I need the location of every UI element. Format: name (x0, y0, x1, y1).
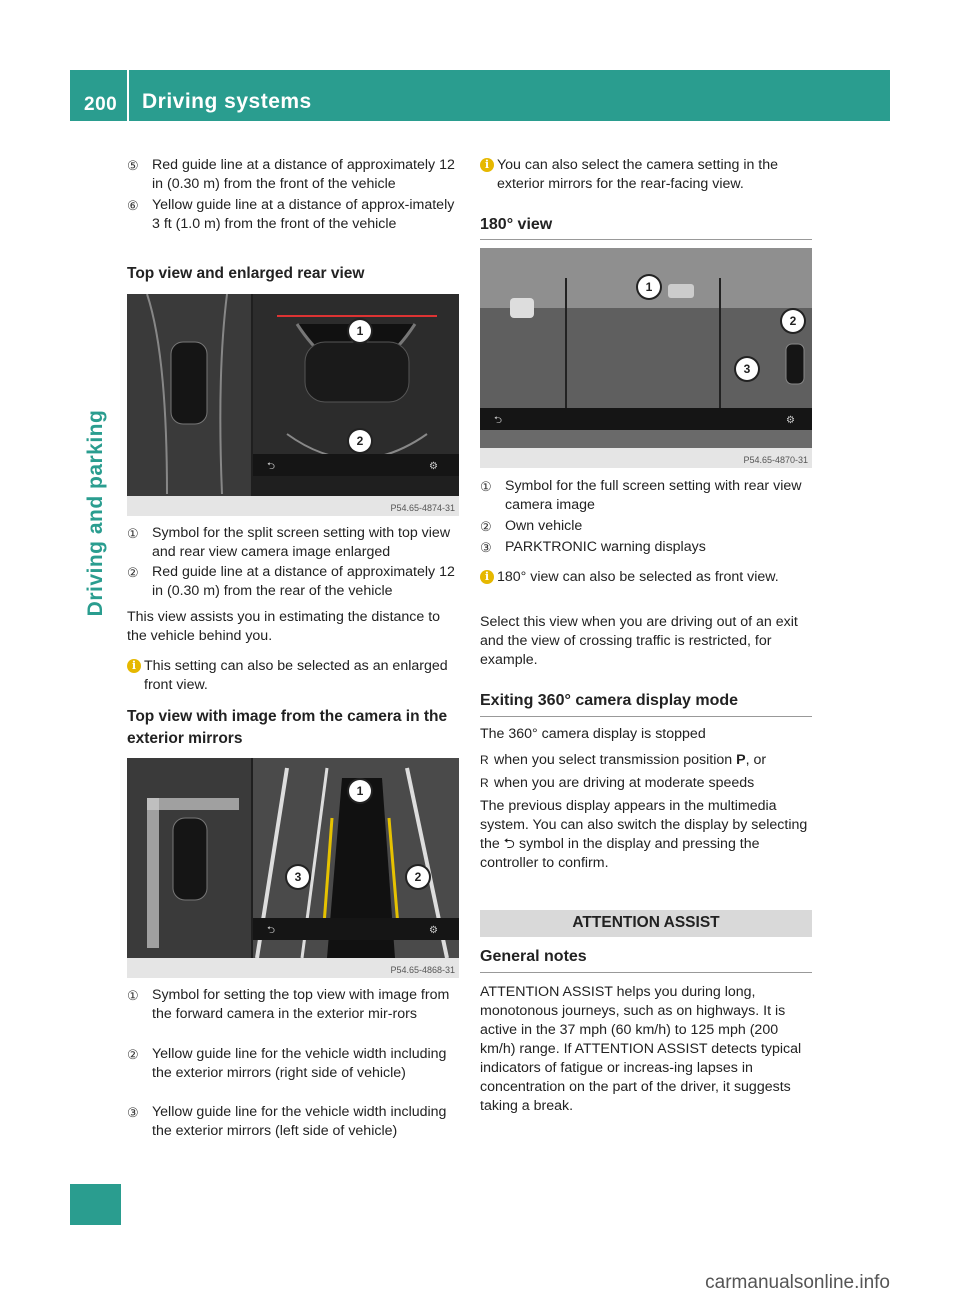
item-number: ⑥ (127, 198, 139, 213)
list-item (127, 563, 461, 601)
bullet-item (480, 774, 812, 793)
paragraph-select: Select this view when you are driving out of an exit and the view of crossing traffic is restricted, for example. (480, 614, 798, 668)
figure-mirrors (127, 758, 459, 978)
heading-rule (480, 239, 812, 240)
section-band (480, 910, 812, 937)
item-text: Yellow guide line for the vehicle width including the exterior mirrors (left side of vehicle) (152, 1104, 447, 1139)
callout-1: 1 (638, 276, 660, 298)
heading-180-view: 180° view (480, 216, 553, 233)
side-tab (70, 133, 121, 1225)
item-text: Symbol for the split screen setting with top view and rear view camera image enlarged (152, 525, 451, 560)
item-text: Symbol for the full screen setting with rear view camera image (505, 478, 802, 513)
item-number: ① (480, 479, 492, 494)
item-number: ③ (480, 540, 492, 555)
side-tab-label: Driving and parking (83, 409, 107, 617)
item-text: Red guide line at a distance of approximately 12 in (0.30 m) from the rear of the vehicle (152, 564, 455, 599)
callout-2: 2 (407, 866, 429, 888)
page-header (70, 70, 890, 121)
bullet-marker: R (480, 753, 489, 767)
callout-1: 1 (349, 780, 371, 802)
figure-code: P54.65-4868-31 (390, 965, 455, 975)
callout-3: 3 (736, 358, 758, 380)
item-text: Yellow guide line for the vehicle width including the exterior mirrors (right side of vehicle) (152, 1046, 447, 1081)
callout-2: 2 (349, 430, 371, 452)
paragraph-stopped: The 360° camera display is stopped (480, 726, 706, 742)
figure-caption-bar (480, 448, 812, 468)
bullet-text: when you select transmission position (494, 752, 737, 768)
header-divider (127, 70, 129, 121)
list-item (127, 986, 461, 1024)
item-number: ⑤ (127, 158, 139, 173)
callout-2: 2 (782, 310, 804, 332)
page-number: 200 (84, 94, 118, 115)
svg-text:⚙: ⚙ (429, 925, 438, 936)
bullet-bold: P (736, 752, 746, 768)
svg-text:⮌: ⮌ (267, 925, 276, 936)
paragraph-previous: The previous display appears in the multimedia system. You can also switch the display by selecting the ⮌ symbol in the display and pressing the controller to confirm. (480, 798, 808, 871)
bullet-item (480, 751, 812, 770)
list-item (127, 196, 461, 234)
heading-rule (480, 972, 812, 973)
item-text: Red guide line at a distance of approximately 12 in (0.30 m) from the front of the vehicle (152, 157, 455, 192)
figure-code: P54.65-4874-31 (390, 503, 455, 513)
paragraph-attention: ATTENTION ASSIST helps you during long, monotonous journeys, such as on highways. It is active in the 37 mph (60 km/h) to 125 mph (200 km/h) range. If ATTENTION ASSIST detects typical indicators of fatigue or increas-ing lapses in concentration on the part of the driver, it suggests taking a break. (480, 984, 802, 1114)
bullet-text: when you are driving at moderate speeds (494, 775, 755, 791)
heading-mirrors: Top view with image from the camera in the exterior mirrors (127, 708, 448, 747)
item-number: ① (127, 988, 139, 1003)
list-item (127, 524, 461, 562)
item-number: ② (127, 1047, 139, 1062)
heading-top-view: Top view and enlarged rear view (127, 265, 365, 282)
side-tab-block (70, 1184, 121, 1225)
figure-caption-bar (127, 958, 459, 978)
watermark: carmanualsonline.info (705, 1272, 890, 1293)
section-title: Driving systems (142, 90, 312, 113)
svg-text:⚙: ⚙ (429, 461, 438, 472)
item-text: Symbol for setting the top view with image from the forward camera in the exterior mir-rors (152, 987, 450, 1022)
heading-general-notes: General notes (480, 948, 587, 965)
callout-1: 1 (349, 320, 371, 342)
heading-rule (480, 716, 812, 717)
svg-text:⮌: ⮌ (267, 461, 276, 472)
figure-caption-bar (127, 496, 459, 516)
info-text-rear: You can also select the camera setting in the exterior mirrors for the rear-facing view. (497, 157, 779, 192)
item-text: PARKTRONIC warning displays (505, 539, 706, 555)
item-text: Yellow guide line at a distance of approx-imately 3 ft (1.0 m) from the front of the vehicle (152, 197, 455, 232)
info-icon: i (480, 570, 494, 584)
info-icon: i (127, 659, 141, 673)
item-number: ① (127, 526, 139, 541)
info-icon: i (480, 158, 494, 172)
figure-code: P54.65-4870-31 (743, 455, 808, 465)
figure-top-view (127, 294, 459, 516)
list-item (480, 517, 812, 536)
svg-text:⚙: ⚙ (786, 415, 795, 426)
item-number: ③ (127, 1105, 139, 1120)
item-number: ② (480, 519, 492, 534)
list-item (127, 1103, 461, 1141)
svg-text:⮌: ⮌ (494, 415, 503, 426)
list-item (127, 1045, 461, 1083)
callout-3: 3 (287, 866, 309, 888)
list-item (480, 477, 812, 515)
camera-image (127, 294, 459, 516)
list-item (127, 156, 461, 194)
paragraph-assists: This view assists you in estimating the distance to the vehicle behind you. (127, 609, 441, 644)
item-number: ② (127, 565, 139, 580)
heading-exiting: Exiting 360° camera display mode (480, 692, 739, 709)
bullet-marker: R (480, 776, 489, 790)
band-title: ATTENTION ASSIST (572, 914, 720, 931)
item-text: Own vehicle (505, 518, 583, 534)
bullet-text-post: , or (745, 752, 767, 768)
figure-180-view (480, 248, 812, 468)
list-item (480, 538, 812, 557)
info-text-180: 180° view can also be selected as front view. (497, 569, 779, 585)
info-text-front: This setting can also be selected as an enlarged front view. (144, 658, 448, 693)
